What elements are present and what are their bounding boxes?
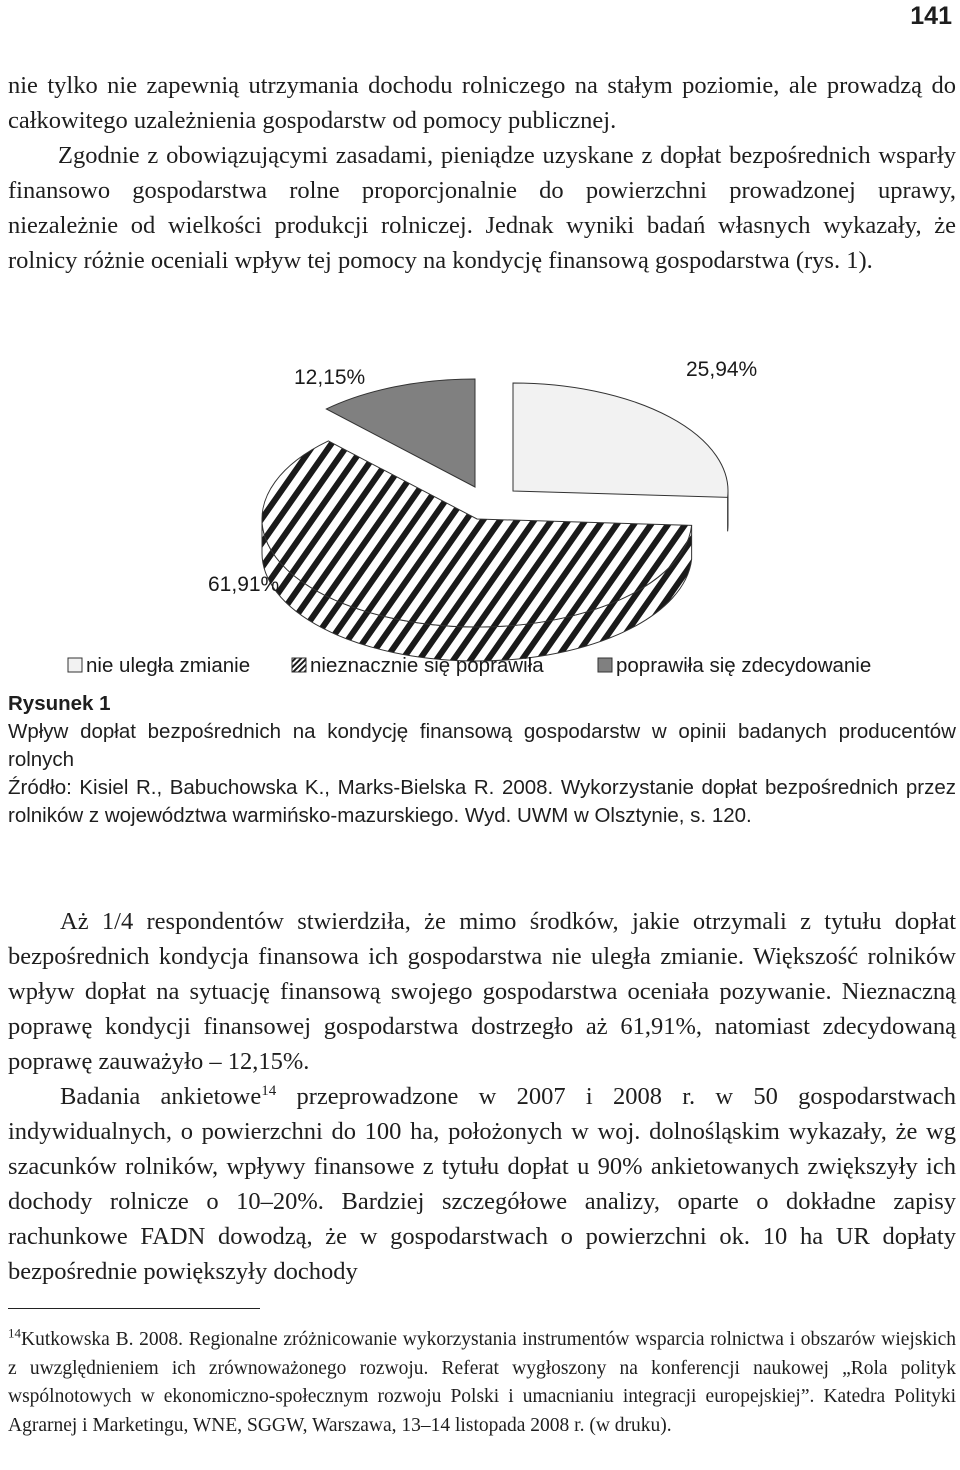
footnote-reference[interactable]: 14 [261, 1082, 277, 1099]
paragraph-3-rest: przeprowadzone w 2007 i 2008 r. w 50 gospodarstwach indywidualnych, o powierzchni do 100 ha, położonych w woj. dolnośląskim wykazały, że wg szacunków rolników, wpływy finansowe z tytułu dopłat u 90% ankietowanych zwiększyły ich dochody rolnicze o 10–20%. Bardziej szczegółowe analizy, oparte o dokładne zapisy rachunkowe FADN dowodzą, że w gospodarstwach o powierzchni ok. 10 ha UR dopłaty bezpośrednie powiększyły dochody [8, 1083, 957, 1285]
figure-source: Źródło: Kisiel R., Babuchowska K., Marks-Bielska R. 2008. Wykorzystanie dopłat bezpośrednich przez rolników z województwa warmińsko-mazurskiego. Wyd. UWM w Olsztynie, s. 120. [8, 776, 956, 827]
chart-legend [68, 654, 871, 677]
paragraph-2: Aż 1/4 respondentów stwierdziła, że mimo środków, jakie otrzymali z tytułu dopłat bezpośrednich kondycja finansowa ich gospodarstwa nie uległa zmianie. Większość rolników wpływ dopłat na sytuację finansową swojego gospodarstwa oceniała pozywanie. Nieznaczną poprawę kondycji finansowej gospodarstwa dostrzegło aż 61,91%, natomiast zdecydowaną poprawę zauważyło – 12,15%. [8, 908, 956, 1075]
legend-swatch [68, 658, 82, 672]
paragraph-3 [8, 1079, 956, 1289]
footnote-text: Kutkowska B. 2008. Regionalne zróżnicowanie wykorzystania instrumentów wsparcia rolnictwa i obszarów wiejskich z uwzględnieniem ich zrównoważonego rozwoju. Referat wygłoszony na konferencji naukowej „Rola polityk wspólnotowych w ekonomiczno-społecznym rozwoju Polski i umacnianiu integracji europejskiej”. Katedra Polityki Agrarnej i Marketingu, WNE, SGGW, Warszawa, 13–14 listopada 2008 r. (w druku). [8, 1329, 956, 1436]
pie-chart [60, 338, 930, 698]
slice-value-label: 61,91% [208, 573, 280, 596]
footnote-number: 14 [8, 1325, 21, 1341]
body-paragraphs-2 [8, 904, 956, 1289]
paragraph-continuation: nie tylko nie zapewnią utrzymania dochodu rolniczego na stałym poziomie, ale prowadzą do całkowitego uzależnienia gospodarstw od pomocy publicznej. [8, 72, 956, 134]
figure-label: Rysunek 1 [8, 692, 111, 715]
slice-value-label: 12,15% [294, 366, 366, 389]
legend-label: poprawiła się zdecydowanie [616, 654, 872, 677]
legend-swatch [598, 658, 612, 672]
legend-label: nieznacznie się poprawiła [310, 654, 544, 677]
page-number: 141 [910, 2, 952, 30]
pie-slice-nie-uległa-zmianie [513, 383, 728, 497]
footnote [8, 1326, 956, 1440]
slice-value-label: 25,94% [686, 358, 758, 381]
paragraph-3-start: Badania ankietowe [60, 1083, 262, 1110]
body-paragraph-1 [8, 68, 956, 278]
paragraph-text: Zgodnie z obowiązującymi zasadami, pieniądze uzyskane z dopłat bezpośrednich wsparły finansowo gospodarstwa rolne proporcjonalnie do powierzchni prowadzonej uprawy, niezależnie od wielkości produkcji rolniczej. Jednak wyniki badań własnych wykazały, że rolnicy różnie oceniali wpływ tej pomocy na kondycję finansową gospodarstwa (rys. 1). [8, 142, 956, 274]
pie-slices [262, 379, 728, 661]
figure-title: Wpływ dopłat bezpośrednich na kondycję finansową gospodarstw w opinii badanych producentów rolnych [8, 720, 956, 771]
legend-swatch [292, 658, 306, 672]
legend-label: nie uległa zmianie [86, 654, 251, 677]
figure-caption [8, 690, 956, 830]
footnote-divider [8, 1308, 260, 1309]
pie-chart-figure [60, 338, 930, 698]
